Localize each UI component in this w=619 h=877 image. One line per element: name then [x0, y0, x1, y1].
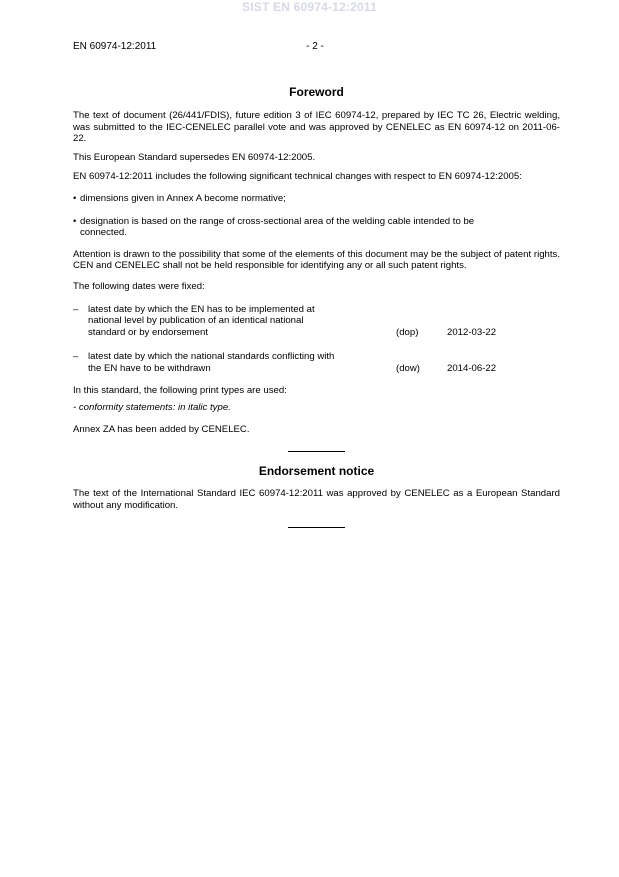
section-divider: [288, 451, 345, 452]
foreword-paragraph: The text of document (26/441/FDIS), future edition 3 of IEC 60974-12, prepared by IEC TC 26, Electric welding, was submitted to the IEC-CENELEC parallel vote and was approved by CENELEC as EN 60974-12 on 2011-06-22.: [73, 110, 560, 145]
date-value: 2014-06-22: [447, 362, 497, 374]
date-row-dow: [73, 351, 560, 374]
attention-paragraph: Attention is drawn to the possibility that some of the elements of this document may be the subject of patent rights. CEN and CENELEC shall not be held responsible for identifying any or all such patent rights.: [73, 248, 560, 272]
print-types-item: - conformity statements: in italic type.: [73, 402, 231, 414]
date-value: 2012-03-22: [447, 326, 497, 338]
date-row-dop: [73, 304, 560, 339]
date-code: (dow): [396, 362, 420, 374]
watermark: SIST EN 60974-12:2011: [242, 0, 377, 14]
page-content: [73, 85, 560, 528]
date-description: latest date by which the EN has to be implemented at national level by publication of an identical national standard or by endorsement: [88, 303, 315, 338]
date-code: (dop): [396, 326, 419, 338]
foreword-paragraph: EN 60974-12:2011 includes the following significant technical changes with respect to EN 60974-12:2005:: [73, 171, 522, 183]
date-description: latest date by which the national standards conflicting with the EN have to be withdrawn: [88, 351, 335, 374]
dates-intro: The following dates were fixed:: [73, 280, 205, 292]
foreword-title: Foreword: [289, 85, 344, 99]
dash-mark: –: [73, 351, 79, 363]
annex-note: Annex ZA has been added by CENELEC.: [73, 423, 250, 435]
list-item: [73, 216, 518, 239]
section-divider: [288, 527, 345, 528]
endorsement-title: Endorsement notice: [258, 464, 375, 479]
header-page-number: - 2 -: [306, 41, 324, 52]
header-document-id: EN 60974-12:2011: [73, 41, 157, 52]
endorsement-text: The text of the International Standard IEC 60974-12:2011 was approved by CENELEC as a European Standard without any modification.: [73, 488, 560, 511]
bullet-text: dimensions given in Annex A become normative;: [80, 192, 286, 204]
foreword-paragraph: This European Standard supersedes EN 60974-12:2005.: [73, 151, 316, 163]
bullet-icon: •: [73, 192, 77, 204]
bullet-text: designation is based on the range of cross-sectional area of the welding cable intended to be connected.: [80, 215, 475, 239]
list-item: [73, 193, 560, 205]
dash-mark: –: [73, 303, 79, 315]
bullet-icon: •: [73, 215, 77, 227]
print-types-intro: In this standard, the following print types are used:: [73, 384, 287, 396]
